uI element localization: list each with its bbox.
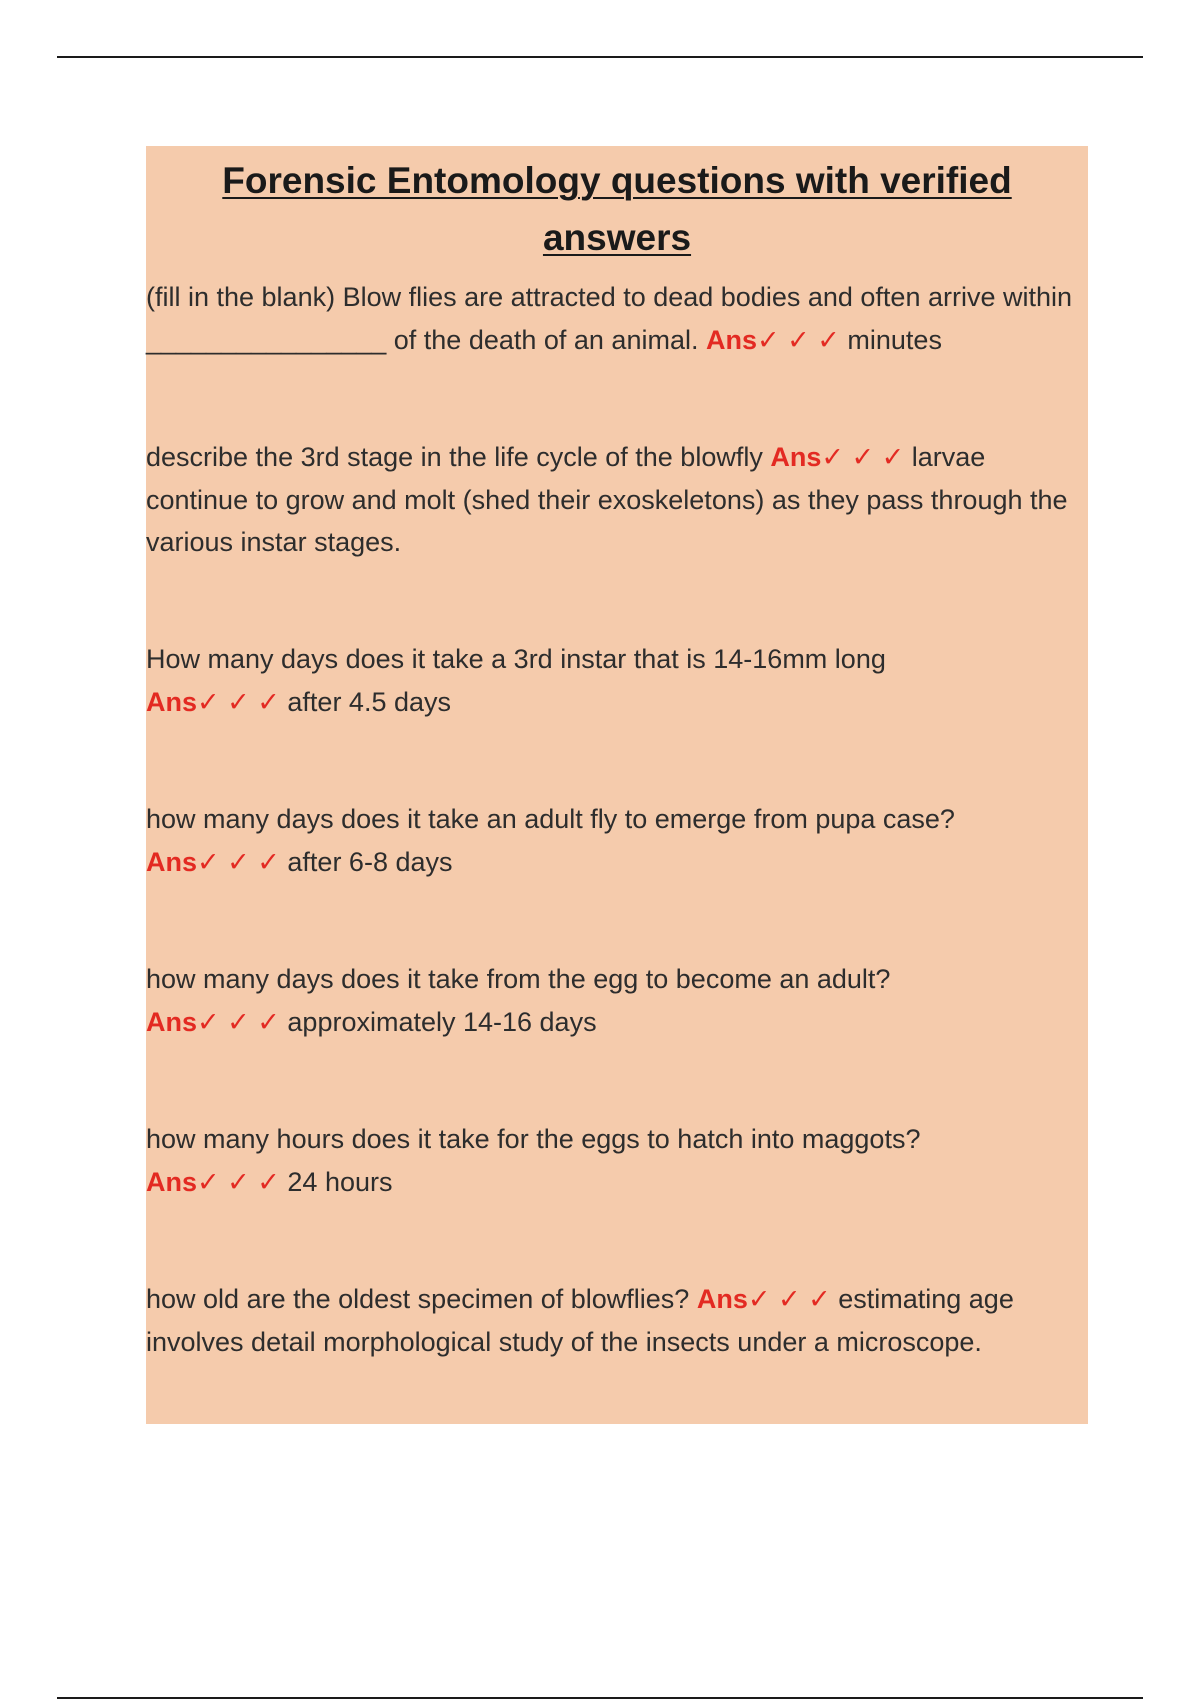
check-marks-icon: ✓ ✓ ✓ — [747, 1284, 831, 1314]
check-marks-icon: ✓ ✓ ✓ — [757, 324, 840, 355]
answer-label: Ans — [146, 686, 198, 717]
check-marks-icon: ✓ ✓ ✓ — [821, 442, 905, 472]
question-text: how old are the oldest specimen of blowflies? — [146, 1284, 690, 1314]
answer-label: Ans — [696, 1284, 748, 1314]
answer-text: after 6-8 days — [287, 846, 453, 877]
answer-text: minutes — [847, 324, 942, 355]
answer-text: after 4.5 days — [287, 686, 452, 717]
answer-label: Ans — [706, 324, 758, 355]
answer-label: Ans — [146, 846, 198, 877]
question-text: (fill in the blank) Blow flies are attracted to dead bodies and often arrive within ________________ of the death of an animal. — [146, 282, 1080, 355]
qa-item-6 — [146, 1118, 1088, 1203]
check-marks-icon: ✓ ✓ ✓ — [197, 1006, 280, 1037]
qa-item-1 — [146, 276, 1088, 361]
qa-item-7 — [146, 1278, 1088, 1363]
top-page-rule — [57, 56, 1143, 58]
answer-text: larvae continue to grow and molt (shed their exoskeletons) as they pass through the various instar stages. — [146, 442, 1076, 557]
question-text: describe the 3rd stage in the life cycle of the blowfly — [146, 442, 763, 472]
answer-label: Ans — [146, 1006, 198, 1037]
qa-item-5 — [146, 958, 1088, 1043]
check-marks-icon: ✓ ✓ ✓ — [197, 846, 280, 877]
question-text: How many days does it take a 3rd instar that is 14-16mm long — [146, 644, 886, 674]
answer-text: approximately 14-16 days — [287, 1006, 597, 1037]
bottom-page-rule — [57, 1697, 1143, 1699]
question-text: how many hours does it take for the eggs to hatch into maggots? — [146, 1124, 921, 1154]
qa-item-4 — [146, 798, 1088, 883]
question-text: how many days does it take from the egg to become an adult? — [146, 964, 891, 994]
document-title: Forensic Entomology questions with verified answers — [222, 160, 1012, 258]
question-text: how many days does it take an adult fly to emerge from pupa case? — [146, 804, 955, 834]
check-marks-icon: ✓ ✓ ✓ — [197, 686, 280, 717]
answer-label: Ans — [770, 442, 822, 472]
qa-panel — [146, 146, 1088, 1424]
qa-item-3 — [146, 638, 1088, 723]
qa-item-2 — [146, 436, 1088, 564]
check-marks-icon: ✓ ✓ ✓ — [197, 1166, 280, 1197]
answer-text: estimating age involves detail morphological study of the insects under a microscope. — [146, 1284, 1022, 1357]
answer-label: Ans — [146, 1166, 198, 1197]
answer-text: 24 hours — [287, 1166, 393, 1197]
